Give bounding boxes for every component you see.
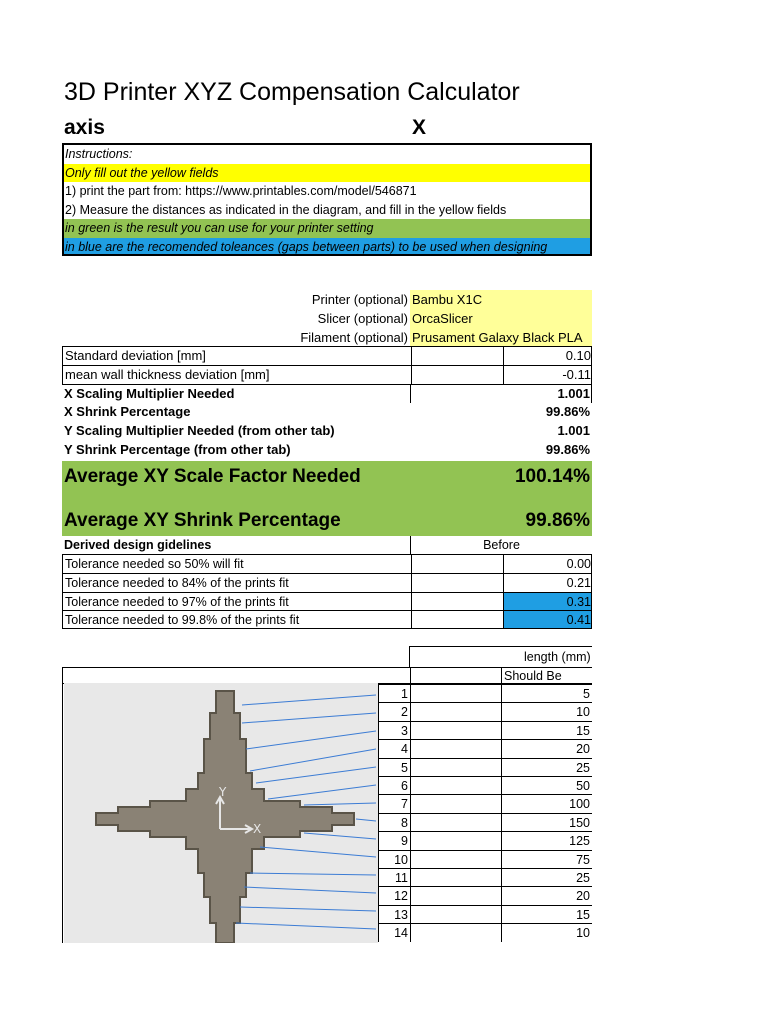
measured-input[interactable] bbox=[410, 776, 501, 794]
measurement-index: 14 bbox=[378, 923, 410, 942]
design-row bbox=[62, 610, 592, 629]
empty-cell bbox=[411, 555, 503, 573]
instruction-blue: in blue are the recomended toleances (gaps between parts) to be used when designing bbox=[64, 238, 590, 257]
measurement-index: 12 bbox=[378, 886, 410, 905]
printer-input[interactable]: Bambu X1C bbox=[410, 290, 592, 309]
design-header-col: Before bbox=[410, 536, 592, 555]
empty-cell bbox=[411, 593, 503, 611]
mean-dev-value[interactable]: -0.11 bbox=[503, 366, 592, 384]
axis-value[interactable]: X bbox=[412, 116, 427, 139]
measured-input[interactable] bbox=[410, 758, 501, 776]
empty-cell bbox=[411, 366, 503, 384]
measured-input[interactable] bbox=[410, 905, 501, 923]
design-row bbox=[62, 592, 592, 611]
std-dev-value[interactable]: 0.10 bbox=[503, 347, 592, 365]
measured-input[interactable] bbox=[410, 923, 501, 942]
design-row bbox=[62, 573, 592, 592]
should-be-value: 10 bbox=[501, 702, 592, 721]
empty-cell bbox=[410, 385, 502, 403]
should-be-header: Should Be bbox=[501, 668, 592, 684]
measured-input[interactable] bbox=[410, 831, 501, 850]
mean-dev-label: mean wall thickness deviation [mm] bbox=[65, 367, 270, 382]
instruction-green: in green is the result you can use for your printer setting bbox=[64, 219, 590, 238]
avg-scale-label: Average XY Scale Factor Needed bbox=[64, 466, 361, 487]
printer-label: Printer (optional) bbox=[311, 292, 408, 307]
should-be-value: 75 bbox=[501, 850, 592, 868]
should-be-value: 150 bbox=[501, 813, 592, 831]
axis-x-label: X bbox=[253, 822, 262, 836]
design-row-value[interactable]: 0.41 bbox=[503, 611, 592, 628]
measurement-index: 11 bbox=[378, 868, 410, 886]
measurement-index: 5 bbox=[378, 758, 410, 776]
std-dev-label: Standard deviation [mm] bbox=[65, 348, 206, 363]
std-dev-row bbox=[62, 346, 592, 365]
cross-part-diagram bbox=[64, 683, 378, 943]
instruction-yellow: Only fill out the yellow fields bbox=[64, 164, 590, 183]
should-be-value: 25 bbox=[501, 758, 592, 776]
design-row-value[interactable]: 0.21 bbox=[503, 574, 592, 592]
instruction-step-2: 2) Measure the distances as indicated in the diagram, and fill in the yellow fields bbox=[65, 202, 507, 217]
design-header-row bbox=[62, 536, 592, 555]
filament-input[interactable]: Prusament Galaxy Black PLA bbox=[410, 328, 592, 347]
mean-dev-row bbox=[62, 365, 592, 384]
x-scale-label: X Scaling Multiplier Needed bbox=[64, 386, 235, 401]
measurement-index: 13 bbox=[378, 905, 410, 923]
measurement-index: 7 bbox=[378, 794, 410, 813]
slicer-label: Slicer (optional) bbox=[317, 311, 408, 326]
empty-cell bbox=[411, 574, 503, 592]
instructions-heading: Instructions: bbox=[65, 147, 133, 161]
should-be-value: 5 bbox=[501, 684, 592, 702]
x-scale-value[interactable]: 1.001 bbox=[557, 386, 590, 401]
x-shrink-label: X Shrink Percentage bbox=[64, 404, 191, 419]
design-row-label: Tolerance needed to 97% of the prints fit bbox=[65, 595, 289, 609]
y-shrink-label: Y Shrink Percentage (from other tab) bbox=[64, 442, 291, 457]
design-row-label: Tolerance needed to 84% of the prints fit bbox=[65, 576, 289, 590]
y-scale-label: Y Scaling Multiplier Needed (from other tab) bbox=[64, 423, 335, 438]
avg-shrink-value[interactable]: 99.86% bbox=[525, 510, 590, 531]
empty-cell bbox=[411, 611, 503, 628]
should-be-value: 15 bbox=[501, 721, 592, 739]
x-shrink-value[interactable]: 99.86% bbox=[545, 404, 590, 419]
measured-input[interactable] bbox=[410, 868, 501, 886]
measured-input[interactable] bbox=[410, 794, 501, 813]
measured-input[interactable] bbox=[410, 813, 501, 831]
measurement-index: 3 bbox=[378, 721, 410, 739]
x-shrink-row bbox=[62, 403, 592, 422]
avg-shrink-row bbox=[62, 504, 592, 536]
should-be-value: 15 bbox=[501, 905, 592, 923]
left-border bbox=[62, 683, 63, 943]
divider bbox=[410, 668, 411, 684]
y-shrink-value[interactable]: 99.86% bbox=[545, 442, 590, 457]
filament-label: Filament (optional) bbox=[300, 330, 408, 345]
cross-part-drawing bbox=[64, 683, 378, 943]
y-scale-value[interactable]: 1.001 bbox=[557, 423, 590, 438]
axis-label: axis bbox=[64, 116, 105, 139]
measured-input[interactable] bbox=[410, 850, 501, 868]
should-be-value: 100 bbox=[501, 794, 592, 813]
empty-cell bbox=[411, 347, 503, 365]
measured-input[interactable] bbox=[410, 684, 501, 702]
design-row-value[interactable]: 0.00 bbox=[503, 555, 592, 573]
measured-input[interactable] bbox=[410, 702, 501, 721]
page-title: 3D Printer XYZ Compensation Calculator bbox=[64, 78, 520, 106]
instructions-box bbox=[62, 143, 592, 256]
measurement-index: 1 bbox=[378, 684, 410, 702]
x-scale-row bbox=[62, 384, 592, 403]
avg-scale-row bbox=[62, 461, 592, 504]
design-row-label: Tolerance needed to 99.8% of the prints fit bbox=[65, 613, 300, 627]
instruction-step-1: 1) print the part from: https://www.printables.com/model/546871 bbox=[65, 184, 417, 198]
design-header: Derived design gidelines bbox=[64, 538, 212, 552]
measured-input[interactable] bbox=[410, 886, 501, 905]
y-shrink-row bbox=[62, 441, 592, 460]
measurement-index: 4 bbox=[378, 739, 410, 758]
measurement-index: 9 bbox=[378, 831, 410, 850]
measurement-index: 8 bbox=[378, 813, 410, 831]
should-be-value: 125 bbox=[501, 831, 592, 850]
design-row-label: Tolerance needed so 50% will fit bbox=[65, 557, 244, 571]
measurement-index: 10 bbox=[378, 850, 410, 868]
avg-scale-value[interactable]: 100.14% bbox=[514, 466, 590, 487]
should-be-value: 25 bbox=[501, 868, 592, 886]
measured-input[interactable] bbox=[410, 739, 501, 758]
design-row-value[interactable]: 0.31 bbox=[503, 593, 592, 611]
axis-y-label: Y bbox=[219, 785, 227, 799]
measurement-index: 6 bbox=[378, 776, 410, 794]
length-header: length (mm) bbox=[409, 646, 592, 667]
design-row bbox=[62, 554, 592, 573]
should-be-value: 20 bbox=[501, 739, 592, 758]
should-be-value: 20 bbox=[501, 886, 592, 905]
should-be-value: 50 bbox=[501, 776, 592, 794]
measured-input[interactable] bbox=[410, 721, 501, 739]
slicer-input[interactable]: OrcaSlicer bbox=[410, 309, 592, 328]
avg-shrink-label: Average XY Shrink Percentage bbox=[64, 510, 341, 531]
y-scale-row bbox=[62, 422, 592, 441]
measurement-index: 2 bbox=[378, 702, 410, 721]
should-be-value: 10 bbox=[501, 923, 592, 942]
cross-part-shape bbox=[96, 691, 354, 943]
should-be-row bbox=[62, 667, 592, 684]
